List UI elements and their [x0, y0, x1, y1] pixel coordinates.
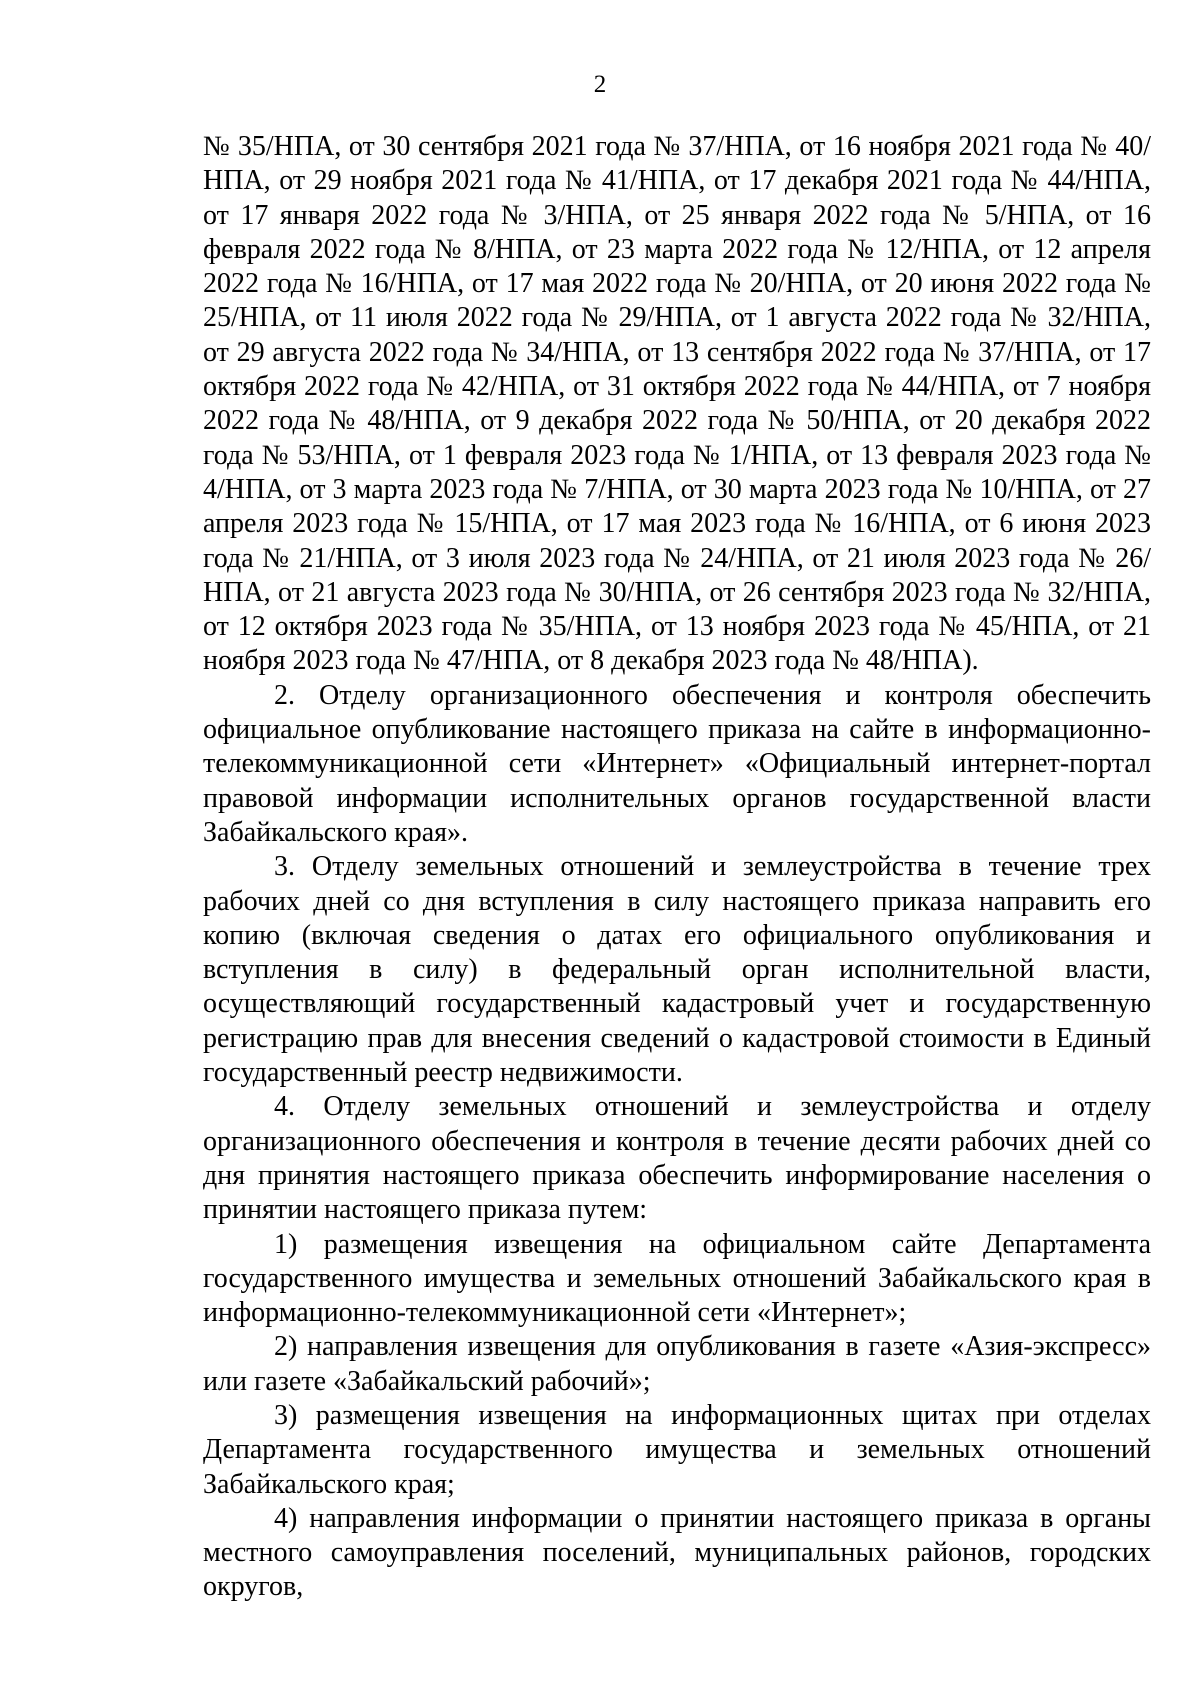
- paragraph-item-4-informing: 4. Отделу земельных отношений и землеустройства и отделу организационного обеспечения и контроля в течение десяти рабочих дней со дня принятия настоящего приказа обеспечить информирование населения о принятии настоящего приказа путем:: [203, 1091, 1151, 1226]
- page-number: 2: [593, 71, 607, 98]
- paragraph-item-3-cadastral-copy: 3. Отделу земельных отношений и землеустройства в течение трех рабочих дней со дня вступления в силу настоящего приказа направить его копию (включая сведения о датах его официального опубликования и вступления в силу) в федеральный орган исполнительной власти, осуществляющий государственный кадастровый учет и государственную регистрацию прав для внесения сведений о кадастровой стоимости в Единый государственный реестр недвижимости.: [203, 851, 1151, 1089]
- subitem-1-website: 1) размещения извещения на официальном сайте Департамента государственного имущества и земельных отношений Забайкальского края в информационно-телекоммуникационной сети «Интернет»;: [203, 1228, 1151, 1329]
- document-body: [203, 130, 1151, 1605]
- subitem-2-newspaper: 2) направления извещения для опубликования в газете «Азия-экспресс» или газете «Забайкальский рабочий»;: [203, 1331, 1151, 1397]
- paragraph-item-2-publication: 2. Отделу организационного обеспечения и контроля обеспечить официальное опубликование настоящего приказа на сайте в информационно-телекоммуникационной сети «Интернет» «Официальный интернет-портал правовой информации исполнительных органов государственной власти Забайкальского края».: [203, 679, 1151, 848]
- subitem-4-local-government: 4) направления информации о принятии настоящего приказа в органы местного самоуправления поселений, муниципальных районов, городских округов,: [203, 1502, 1151, 1603]
- paragraph-order-list-continuation: № 35/НПА, от 30 сентября 2021 года № 37/НПА, от 16 ноября 2021 года № 40/НПА, от 29 ноября 2021 года № 41/НПА, от 17 декабря 2021 года № 44/НПА, от 17 января 2022 года № 3/НПА, от 25 января 2022 года № 5/НПА, от 16 февраля 2022 года № 8/НПА, от 23 марта 2022 года № 12/НПА, от 12 апреля 2022 года № 16/НПА, от 17 мая 2022 года № 20/НПА, от 20 июня 2022 года № 25/НПА, от 11 июля 2022 года № 29/НПА, от 1 августа 2022 года № 32/НПА, от 29 августа 2022 года № 34/НПА, от 13 сентября 2022 года № 37/НПА, от 17 октября 2022 года № 42/НПА, от 31 октября 2022 года № 44/НПА, от 7 ноября 2022 года № 48/НПА, от 9 декабря 2022 года № 50/НПА, от 20 декабря 2022 года № 53/НПА, от 1 февраля 2023 года № 1/НПА, от 13 февраля 2023 года № 4/НПА, от 3 марта 2023 года № 7/НПА, от 30 марта 2023 года № 10/НПА, от 27 апреля 2023 года № 15/НПА, от 17 мая 2023 года № 16/НПА, от 6 июня 2023 года № 21/НПА, от 3 июля 2023 года № 24/НПА, от 21 июля 2023 года № 26/НПА, от 21 августа 2023 года № 30/НПА, от 26 сентября 2023 года № 32/НПА, от 12 октября 2023 года № 35/НПА, от 13 ноября 2023 года № 45/НПА, от 21 ноября 2023 года № 47/НПА, от 8 декабря 2023 года № 48/НПА).: [203, 131, 1151, 677]
- subitem-3-info-boards: 3) размещения извещения на информационных щитах при отделах Департамента государственного имущества и земельных отношений Забайкальского края;: [203, 1399, 1151, 1500]
